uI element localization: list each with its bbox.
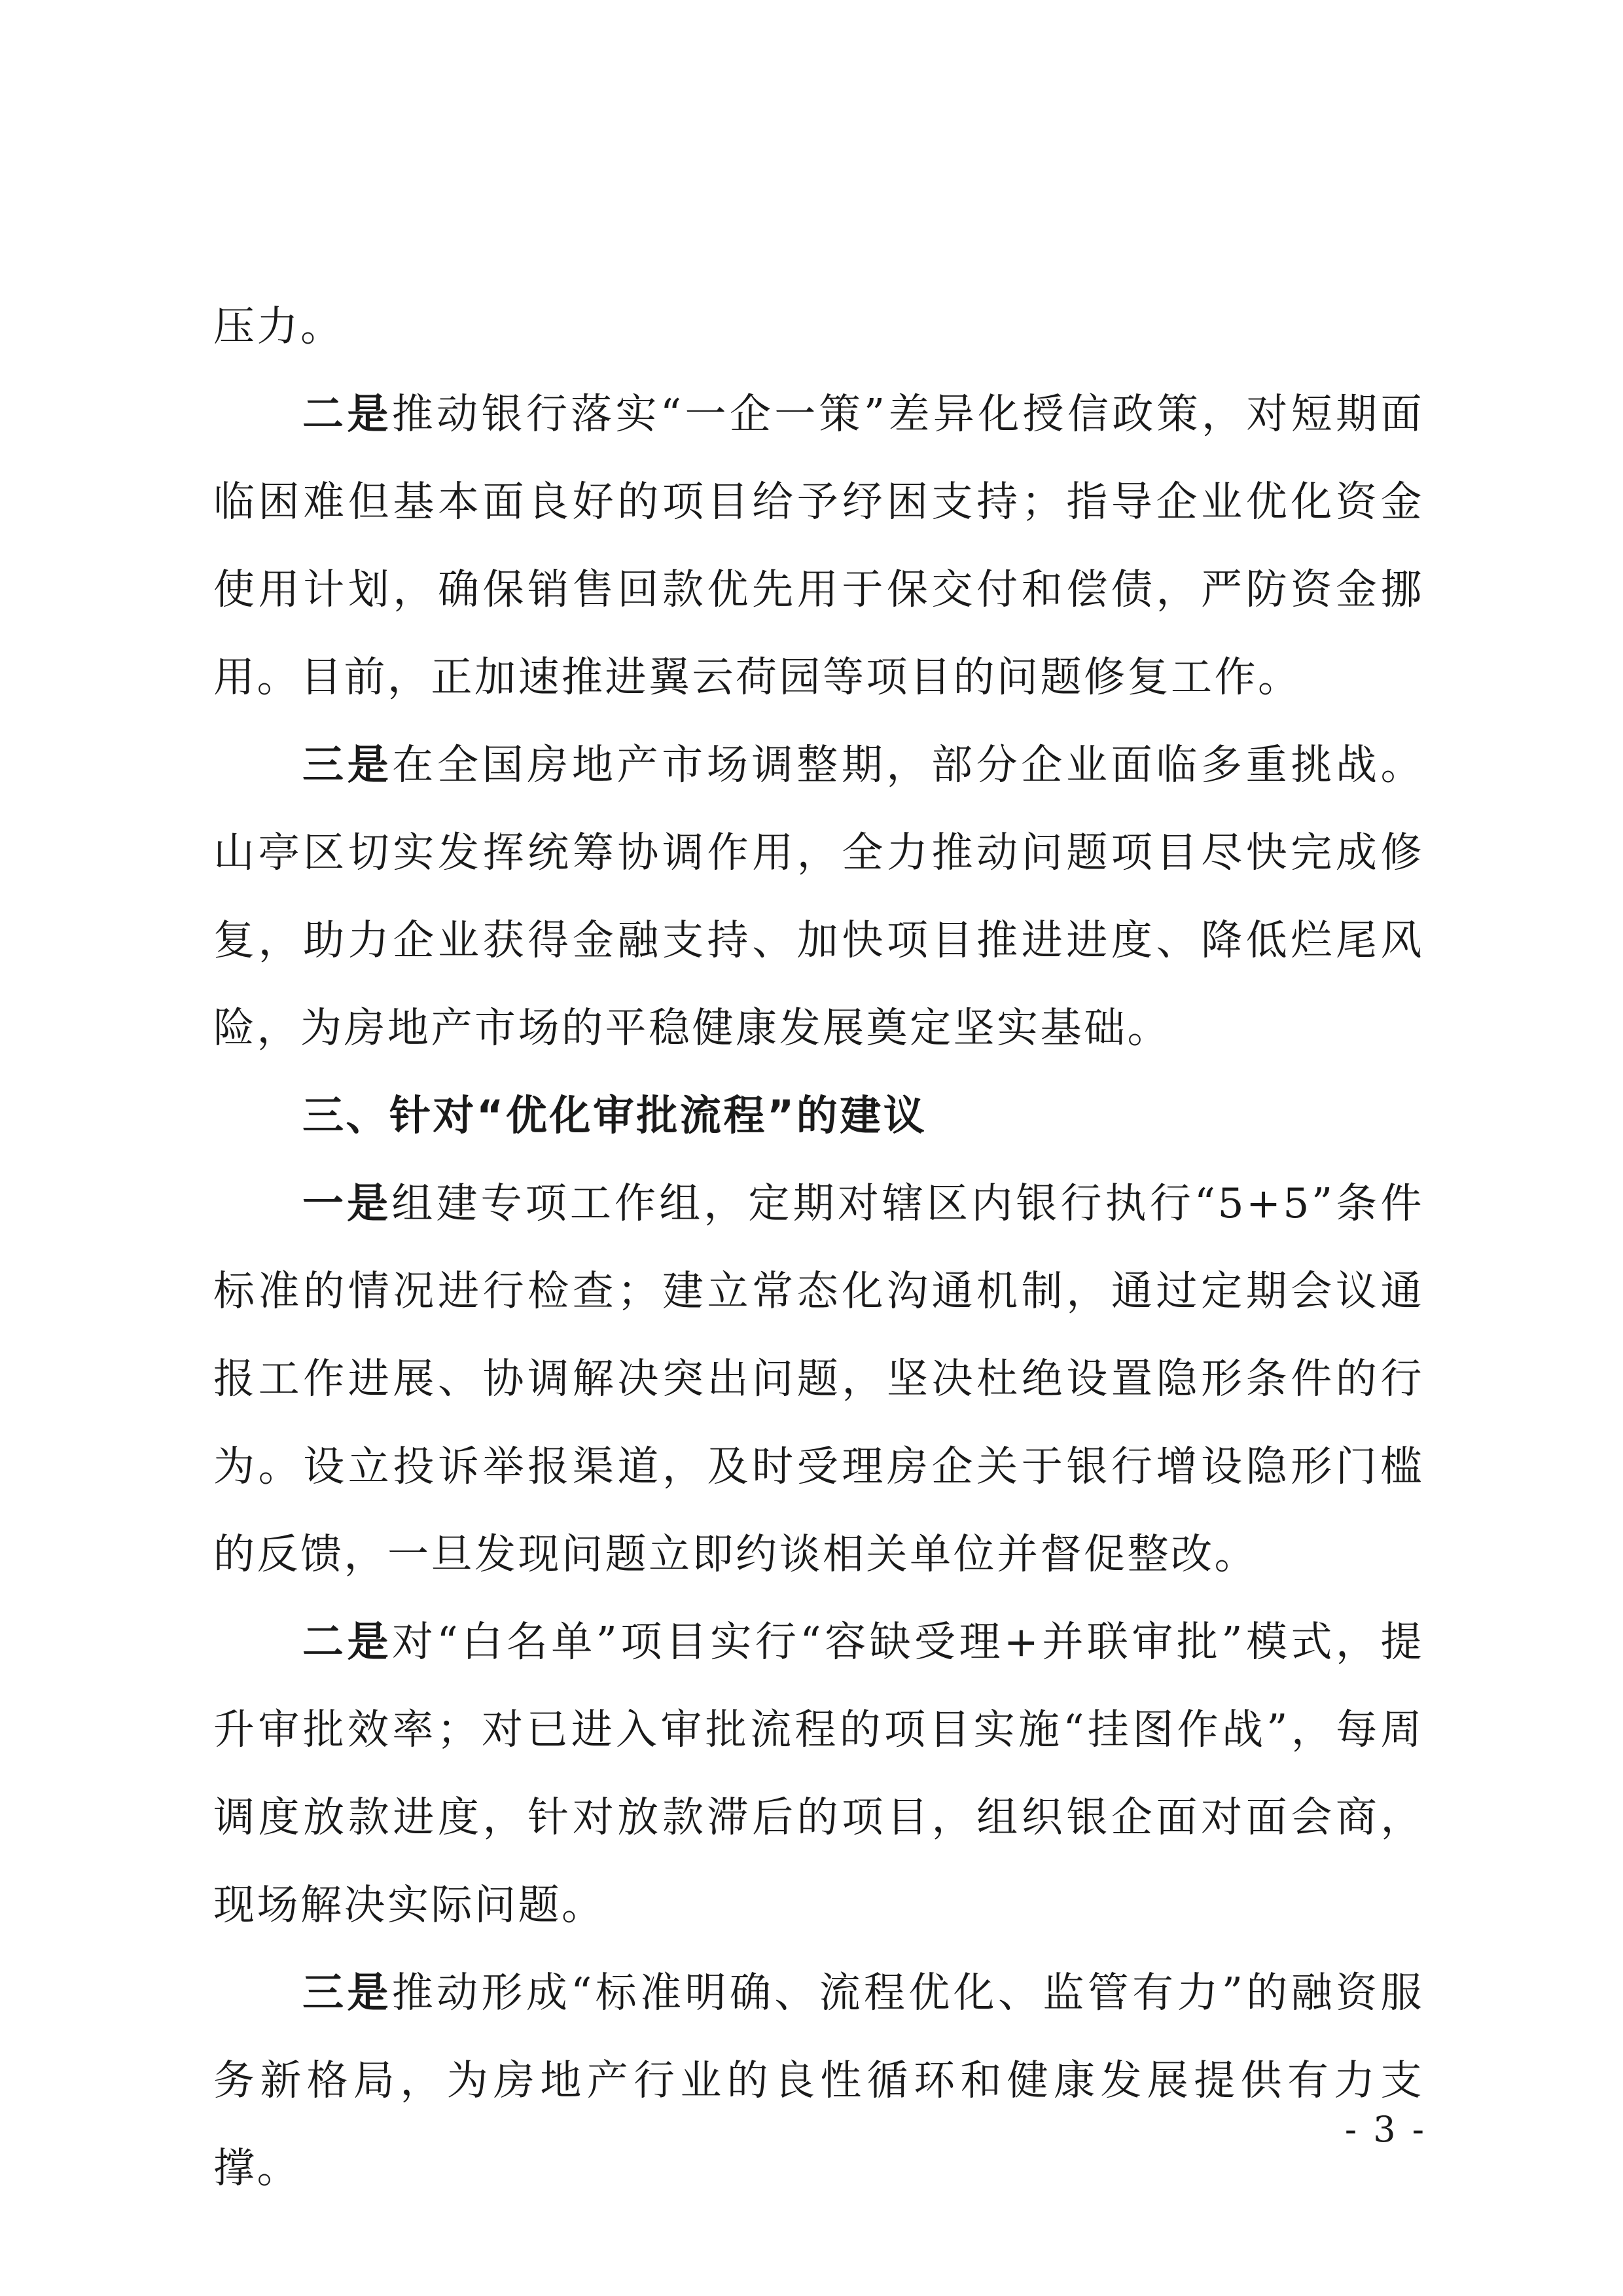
paragraph-lead: 一是 xyxy=(302,1179,392,1227)
paragraph-text: 压力。 xyxy=(213,302,344,350)
paragraph-text: 在全国房地产市场调整期，部分企业面临多重挑战。山亭区切实发挥统筹协调作用，全力推动问题项目尽快完成修复，助力企业获得金融支持、加快项目推进进度、降低烂尾风险，为房地产市场的平稳健康发展奠定坚实基础。 xyxy=(213,741,1425,1052)
page-number: - 3 - xyxy=(1344,2109,1427,2150)
paragraph-point-two-approval xyxy=(213,1598,1424,1949)
paragraph-point-three-approval xyxy=(213,1949,1424,2212)
paragraph-text: 推动银行落实“一企一策”差异化授信政策，对短期面临困难但基本面良好的项目给予纾困支持；指导企业优化资金使用计划，确保销售回款优先用于保交付和偿债，严防资金挪用。目前，正加速推进翼云荷园等项目的问题修复工作。 xyxy=(213,390,1425,701)
paragraph-lead: 二是 xyxy=(302,1618,392,1666)
paragraph-lead: 三是 xyxy=(302,741,393,789)
paragraph-continuation xyxy=(213,283,1424,370)
section-heading: 三、针对“优化审批流程”的建议 xyxy=(302,1092,927,1139)
paragraph-point-two xyxy=(213,370,1424,721)
paragraph-text: 对“白名单”项目实行“容缺受理+并联审批”模式，提升审批效率；对已进入审批流程的项目实施“挂图作战”，每周调度放款进度，针对放款滞后的项目，组织银企面对面会商，现场解决实际问题。 xyxy=(213,1618,1425,1929)
paragraph-point-three xyxy=(213,721,1424,1072)
paragraph-text: 组建专项工作组，定期对辖区内银行执行“5+5”条件标准的情况进行检查；建立常态化沟通机制，通过定期会议通报工作进展、协调解决突出问题，坚决杜绝设置隐形条件的行为。设立投诉举报渠道，及时受理房企关于银行增设隐形门槛的反馈，一旦发现问题立即约谈相关单位并督促整改。 xyxy=(213,1179,1425,1578)
document-body xyxy=(213,283,1424,2212)
paragraph-lead: 二是 xyxy=(302,390,392,438)
paragraph-point-one xyxy=(213,1160,1424,1598)
paragraph-text: 推动形成“标准明确、流程优化、监管有力”的融资服务新格局，为房地产行业的良性循环和健康发展提供有力支撑。 xyxy=(213,1969,1425,2192)
paragraph-lead: 三是 xyxy=(302,1969,392,2017)
